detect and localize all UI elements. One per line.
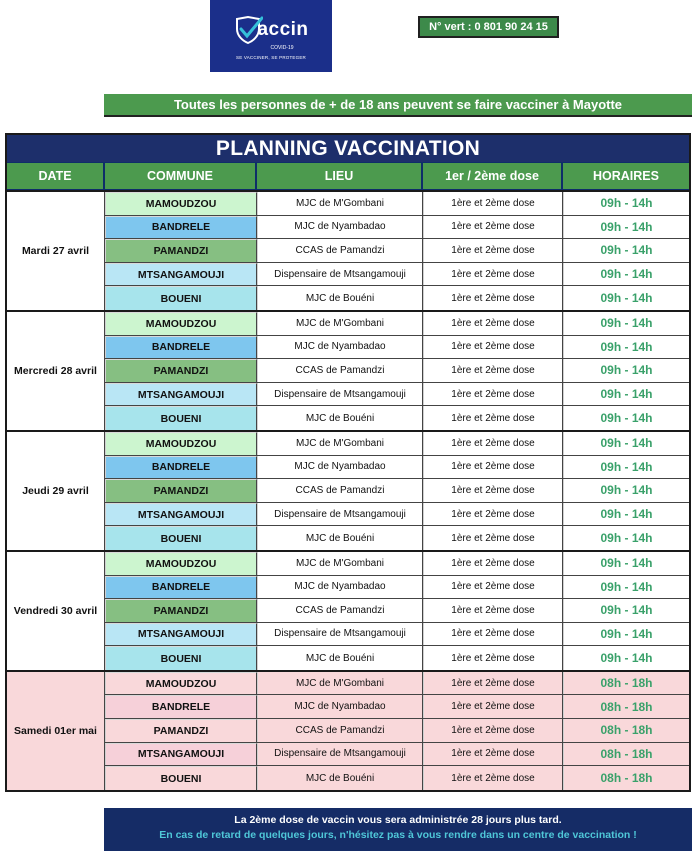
table-row: [105, 312, 689, 336]
lieu-cell: MJC de Nyambadao: [257, 695, 423, 718]
dose-cell: 1ère et 2ème dose: [423, 766, 563, 790]
horaires-cell: 09h - 14h: [563, 552, 689, 575]
date-group-rows: [105, 432, 689, 550]
lieu-cell: Dispensaire de Mtsangamouji: [257, 503, 423, 526]
table-row: [105, 383, 689, 407]
lieu-cell: MJC de M'Gombani: [257, 432, 423, 455]
horaires-cell: 09h - 14h: [563, 192, 689, 215]
lieu-cell: MJC de Nyambadao: [257, 456, 423, 479]
lieu-cell: Dispensaire de Mtsangamouji: [257, 383, 423, 406]
table-row: [105, 646, 689, 670]
horaires-cell: 09h - 14h: [563, 239, 689, 262]
lieu-cell: MJC de Nyambadao: [257, 336, 423, 359]
table-row: [105, 456, 689, 480]
dose-cell: 1ère et 2ème dose: [423, 552, 563, 575]
horaires-cell: 09h - 14h: [563, 406, 689, 430]
vaccination-planning-table: [5, 133, 691, 792]
lieu-cell: CCAS de Pamandzi: [257, 599, 423, 622]
dose-cell: 1ère et 2ème dose: [423, 743, 563, 766]
dose-cell: 1ère et 2ème dose: [423, 359, 563, 382]
commune-cell: MAMOUDZOU: [105, 312, 257, 335]
table-row: [105, 359, 689, 383]
date-group: [7, 670, 689, 790]
commune-cell: MAMOUDZOU: [105, 192, 257, 215]
dose-cell: 1ère et 2ème dose: [423, 383, 563, 406]
dose-cell: 1ère et 2ème dose: [423, 526, 563, 550]
commune-cell: PAMANDZI: [105, 359, 257, 382]
lieu-cell: Dispensaire de Mtsangamouji: [257, 263, 423, 286]
commune-cell: MTSANGAMOUJI: [105, 743, 257, 766]
dose-cell: 1ère et 2ème dose: [423, 503, 563, 526]
date-group: [7, 190, 689, 310]
horaires-cell: 08h - 18h: [563, 695, 689, 718]
lieu-cell: MJC de Bouéni: [257, 766, 423, 790]
commune-cell: MAMOUDZOU: [105, 672, 257, 695]
dose-cell: 1ère et 2ème dose: [423, 216, 563, 239]
table-row: [105, 766, 689, 790]
table-row: [105, 552, 689, 576]
horaires-cell: 09h - 14h: [563, 286, 689, 310]
header-date: DATE: [7, 163, 105, 189]
horaires-cell: 09h - 14h: [563, 383, 689, 406]
lieu-cell: MJC de Bouéni: [257, 286, 423, 310]
lieu-cell: MJC de M'Gombani: [257, 672, 423, 695]
header-horaires: HORAIRES: [563, 163, 689, 189]
dose-cell: 1ère et 2ème dose: [423, 479, 563, 502]
vaccin-covid-logo: [210, 0, 332, 72]
header-lieu: LIEU: [257, 163, 423, 189]
table-row: [105, 263, 689, 287]
commune-cell: MTSANGAMOUJI: [105, 623, 257, 646]
horaires-cell: 09h - 14h: [563, 646, 689, 670]
table-row: [105, 239, 689, 263]
commune-cell: BANDRELE: [105, 695, 257, 718]
phone-number-badge: N° vert : 0 801 90 24 15: [418, 16, 559, 38]
lieu-cell: CCAS de Pamandzi: [257, 719, 423, 742]
lieu-cell: CCAS de Pamandzi: [257, 239, 423, 262]
commune-cell: BANDRELE: [105, 576, 257, 599]
horaires-cell: 08h - 18h: [563, 672, 689, 695]
commune-cell: BOUENI: [105, 286, 257, 310]
horaires-cell: 09h - 14h: [563, 216, 689, 239]
table-title: PLANNING VACCINATION: [7, 135, 689, 162]
commune-cell: MTSANGAMOUJI: [105, 263, 257, 286]
lieu-cell: CCAS de Pamandzi: [257, 479, 423, 502]
table-body: [7, 190, 689, 790]
footer-line-2: En cas de retard de quelques jours, n'hésitez pas à vous rendre dans un centre de vaccination !: [159, 829, 637, 841]
header-commune: COMMUNE: [105, 163, 257, 189]
lieu-cell: MJC de Bouéni: [257, 406, 423, 430]
dose-cell: 1ère et 2ème dose: [423, 695, 563, 718]
date-group-rows: [105, 672, 689, 790]
date-cell: Samedi 01er mai: [7, 672, 105, 790]
table-row: [105, 432, 689, 456]
commune-cell: BOUENI: [105, 406, 257, 430]
dose-cell: 1ère et 2ème dose: [423, 432, 563, 455]
lieu-cell: MJC de M'Gombani: [257, 192, 423, 215]
table-row: [105, 479, 689, 503]
eligibility-banner: Toutes les personnes de + de 18 ans peuvent se faire vacciner à Mayotte: [104, 94, 692, 117]
commune-cell: BANDRELE: [105, 456, 257, 479]
dose-cell: 1ère et 2ème dose: [423, 576, 563, 599]
dose-cell: 1ère et 2ème dose: [423, 336, 563, 359]
dose-cell: 1ère et 2ème dose: [423, 719, 563, 742]
date-cell: Mardi 27 avril: [7, 192, 105, 310]
lieu-cell: CCAS de Pamandzi: [257, 359, 423, 382]
table-row: [105, 336, 689, 360]
lieu-cell: MJC de M'Gombani: [257, 312, 423, 335]
commune-cell: PAMANDZI: [105, 239, 257, 262]
lieu-cell: MJC de Bouéni: [257, 526, 423, 550]
horaires-cell: 08h - 18h: [563, 719, 689, 742]
header-dose: 1er / 2ème dose: [423, 163, 563, 189]
lieu-cell: Dispensaire de Mtsangamouji: [257, 623, 423, 646]
dose-cell: 1ère et 2ème dose: [423, 406, 563, 430]
horaires-cell: 09h - 14h: [563, 312, 689, 335]
commune-cell: BOUENI: [105, 646, 257, 670]
dose-cell: 1ère et 2ème dose: [423, 456, 563, 479]
horaires-cell: 09h - 14h: [563, 479, 689, 502]
logo-tagline: SE VACCINER, SE PROTEGER: [236, 55, 306, 60]
commune-cell: MTSANGAMOUJI: [105, 383, 257, 406]
table-row: [105, 526, 689, 550]
table-row: [105, 216, 689, 240]
commune-cell: PAMANDZI: [105, 599, 257, 622]
table-header-row: [7, 162, 689, 190]
dose-cell: 1ère et 2ème dose: [423, 672, 563, 695]
date-group-rows: [105, 552, 689, 670]
horaires-cell: 09h - 14h: [563, 503, 689, 526]
lieu-cell: MJC de Nyambadao: [257, 576, 423, 599]
table-row: [105, 672, 689, 696]
date-cell: Vendredi 30 avril: [7, 552, 105, 670]
table-row: [105, 192, 689, 216]
date-group: [7, 430, 689, 550]
dose-cell: 1ère et 2ème dose: [423, 192, 563, 215]
date-cell: Jeudi 29 avril: [7, 432, 105, 550]
dose-cell: 1ère et 2ème dose: [423, 623, 563, 646]
horaires-cell: 09h - 14h: [563, 526, 689, 550]
horaires-cell: 09h - 14h: [563, 599, 689, 622]
horaires-cell: 09h - 14h: [563, 623, 689, 646]
footer-line-1: La 2ème dose de vaccin vous sera administrée 28 jours plus tard.: [234, 814, 562, 826]
commune-cell: MTSANGAMOUJI: [105, 503, 257, 526]
dose-cell: 1ère et 2ème dose: [423, 312, 563, 335]
table-row: [105, 576, 689, 600]
dose-cell: 1ère et 2ème dose: [423, 286, 563, 310]
date-group: [7, 310, 689, 430]
commune-cell: BANDRELE: [105, 336, 257, 359]
horaires-cell: 09h - 14h: [563, 576, 689, 599]
table-row: [105, 623, 689, 647]
date-group-rows: [105, 312, 689, 430]
table-row: [105, 406, 689, 430]
commune-cell: BANDRELE: [105, 216, 257, 239]
table-row: [105, 503, 689, 527]
lieu-cell: MJC de M'Gombani: [257, 552, 423, 575]
dose-cell: 1ère et 2ème dose: [423, 599, 563, 622]
lieu-cell: MJC de Nyambadao: [257, 216, 423, 239]
horaires-cell: 09h - 14h: [563, 359, 689, 382]
commune-cell: MAMOUDZOU: [105, 552, 257, 575]
table-row: [105, 719, 689, 743]
date-group: [7, 550, 689, 670]
commune-cell: MAMOUDZOU: [105, 432, 257, 455]
footer-notice: [104, 808, 692, 851]
dose-cell: 1ère et 2ème dose: [423, 239, 563, 262]
horaires-cell: 09h - 14h: [563, 263, 689, 286]
commune-cell: BOUENI: [105, 766, 257, 790]
horaires-cell: 09h - 14h: [563, 336, 689, 359]
horaires-cell: 09h - 14h: [563, 432, 689, 455]
lieu-cell: MJC de Bouéni: [257, 646, 423, 670]
table-row: [105, 599, 689, 623]
dose-cell: 1ère et 2ème dose: [423, 646, 563, 670]
table-row: [105, 286, 689, 310]
logo-sub: COVID-19: [270, 45, 294, 51]
date-cell: Mercredi 28 avril: [7, 312, 105, 430]
dose-cell: 1ère et 2ème dose: [423, 263, 563, 286]
horaires-cell: 08h - 18h: [563, 743, 689, 766]
lieu-cell: Dispensaire de Mtsangamouji: [257, 743, 423, 766]
date-group-rows: [105, 192, 689, 310]
commune-cell: PAMANDZI: [105, 719, 257, 742]
logo-word: accin: [257, 19, 309, 40]
table-row: [105, 743, 689, 767]
horaires-cell: 09h - 14h: [563, 456, 689, 479]
horaires-cell: 08h - 18h: [563, 766, 689, 790]
table-row: [105, 695, 689, 719]
commune-cell: PAMANDZI: [105, 479, 257, 502]
commune-cell: BOUENI: [105, 526, 257, 550]
